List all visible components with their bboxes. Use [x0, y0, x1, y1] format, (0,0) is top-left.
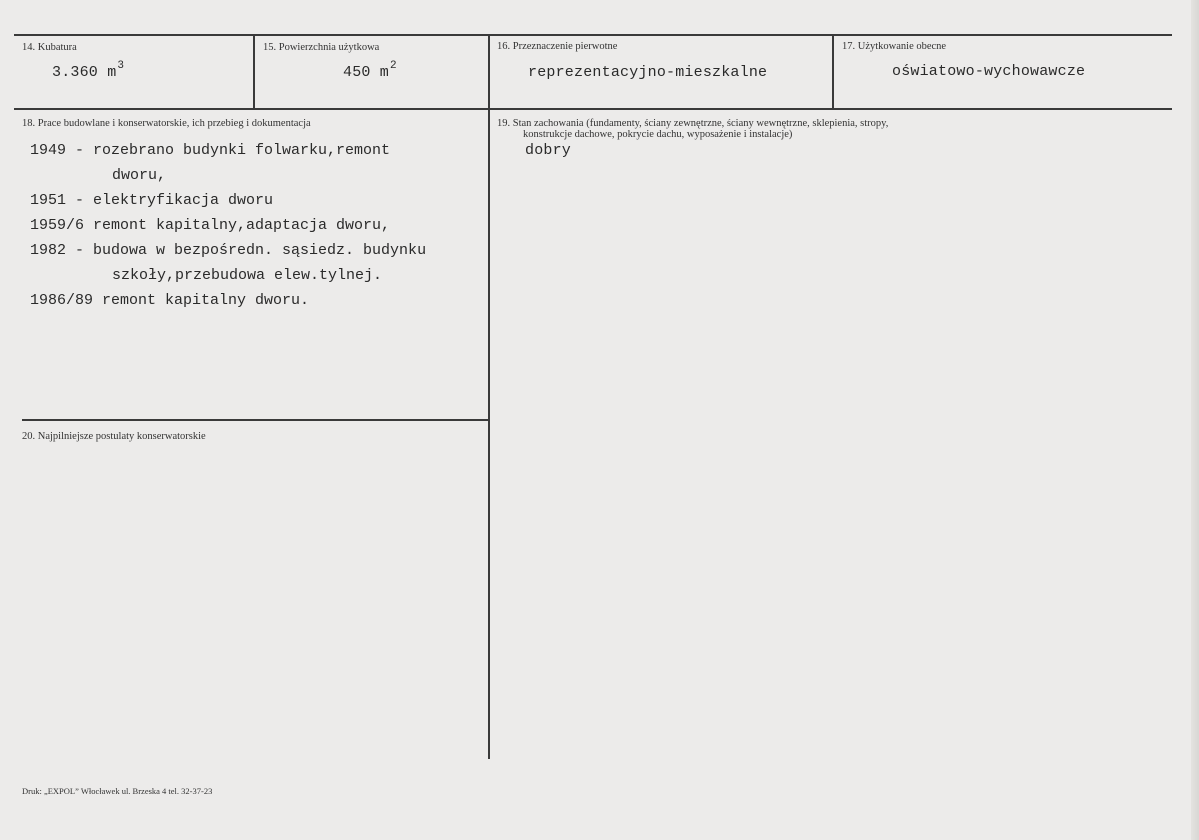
volume-value: 3.360 m	[52, 64, 117, 81]
field-17-value: oświatowo-wychowawcze	[892, 63, 1086, 80]
field-16-value: reprezentacyjno-mieszkalne	[528, 64, 768, 81]
divider-14-15	[253, 35, 255, 109]
construction-works-list	[30, 141, 426, 316]
row1-bottom-rule	[14, 108, 1172, 110]
field-19-label-line1: 19. Stan zachowania (fundamenty, ściany zewnętrzne, ściany wewnętrzne, sklepienia, stropy,	[497, 118, 889, 129]
field-20-label: 20. Najpilniejsze postulaty konserwatorskie	[22, 431, 206, 442]
section18-bottom-rule	[22, 419, 488, 421]
field-16-label: 16. Przeznaczenie pierwotne	[497, 41, 618, 52]
area-value: 450 m	[343, 64, 390, 81]
card-edge	[1191, 0, 1199, 840]
field-14-label: 14. Kubatura	[22, 42, 77, 53]
list-item: 1959/6 remont kapitalny,adaptacja dworu,	[30, 217, 391, 234]
list-item: dworu,	[112, 167, 167, 184]
field-15-value	[343, 60, 397, 81]
list-item: 1986/89 remont kapitalny dworu.	[30, 292, 310, 309]
field-15-label: 15. Powierzchnia użytkowa	[263, 42, 380, 53]
area-unit-exponent: 2	[390, 60, 397, 72]
field-17-label: 17. Użytkowanie obecne	[842, 41, 947, 52]
list-item: 1982 - budowa w bezpośredn. sąsiedz. budynku	[30, 242, 427, 259]
top-rule	[14, 34, 1172, 36]
divider-16-17	[832, 35, 834, 109]
field-19-value: dobry	[525, 142, 572, 159]
list-item: szkoły,przebudowa elew.tylnej.	[112, 267, 383, 284]
list-item: 1951 - elektryfikacja dworu	[30, 192, 274, 209]
field-18-label: 18. Prace budowlane i konserwatorskie, ich przebieg i dokumentacja	[22, 118, 311, 129]
divider-15-16	[488, 35, 490, 109]
list-item: 1949 - rozebrano budynki folwarku,remont	[30, 142, 391, 159]
main-vertical-divider	[488, 109, 490, 759]
field-19-label-line2: konstrukcje dachowe, pokrycie dachu, wyposażenie i instalacje)	[523, 129, 793, 140]
printer-imprint: Druk: „EXPOL” Włocławek ul. Brzeska 4 tel. 32-37-23	[22, 786, 213, 796]
volume-unit-exponent: 3	[117, 60, 125, 72]
field-14-value	[52, 60, 125, 81]
